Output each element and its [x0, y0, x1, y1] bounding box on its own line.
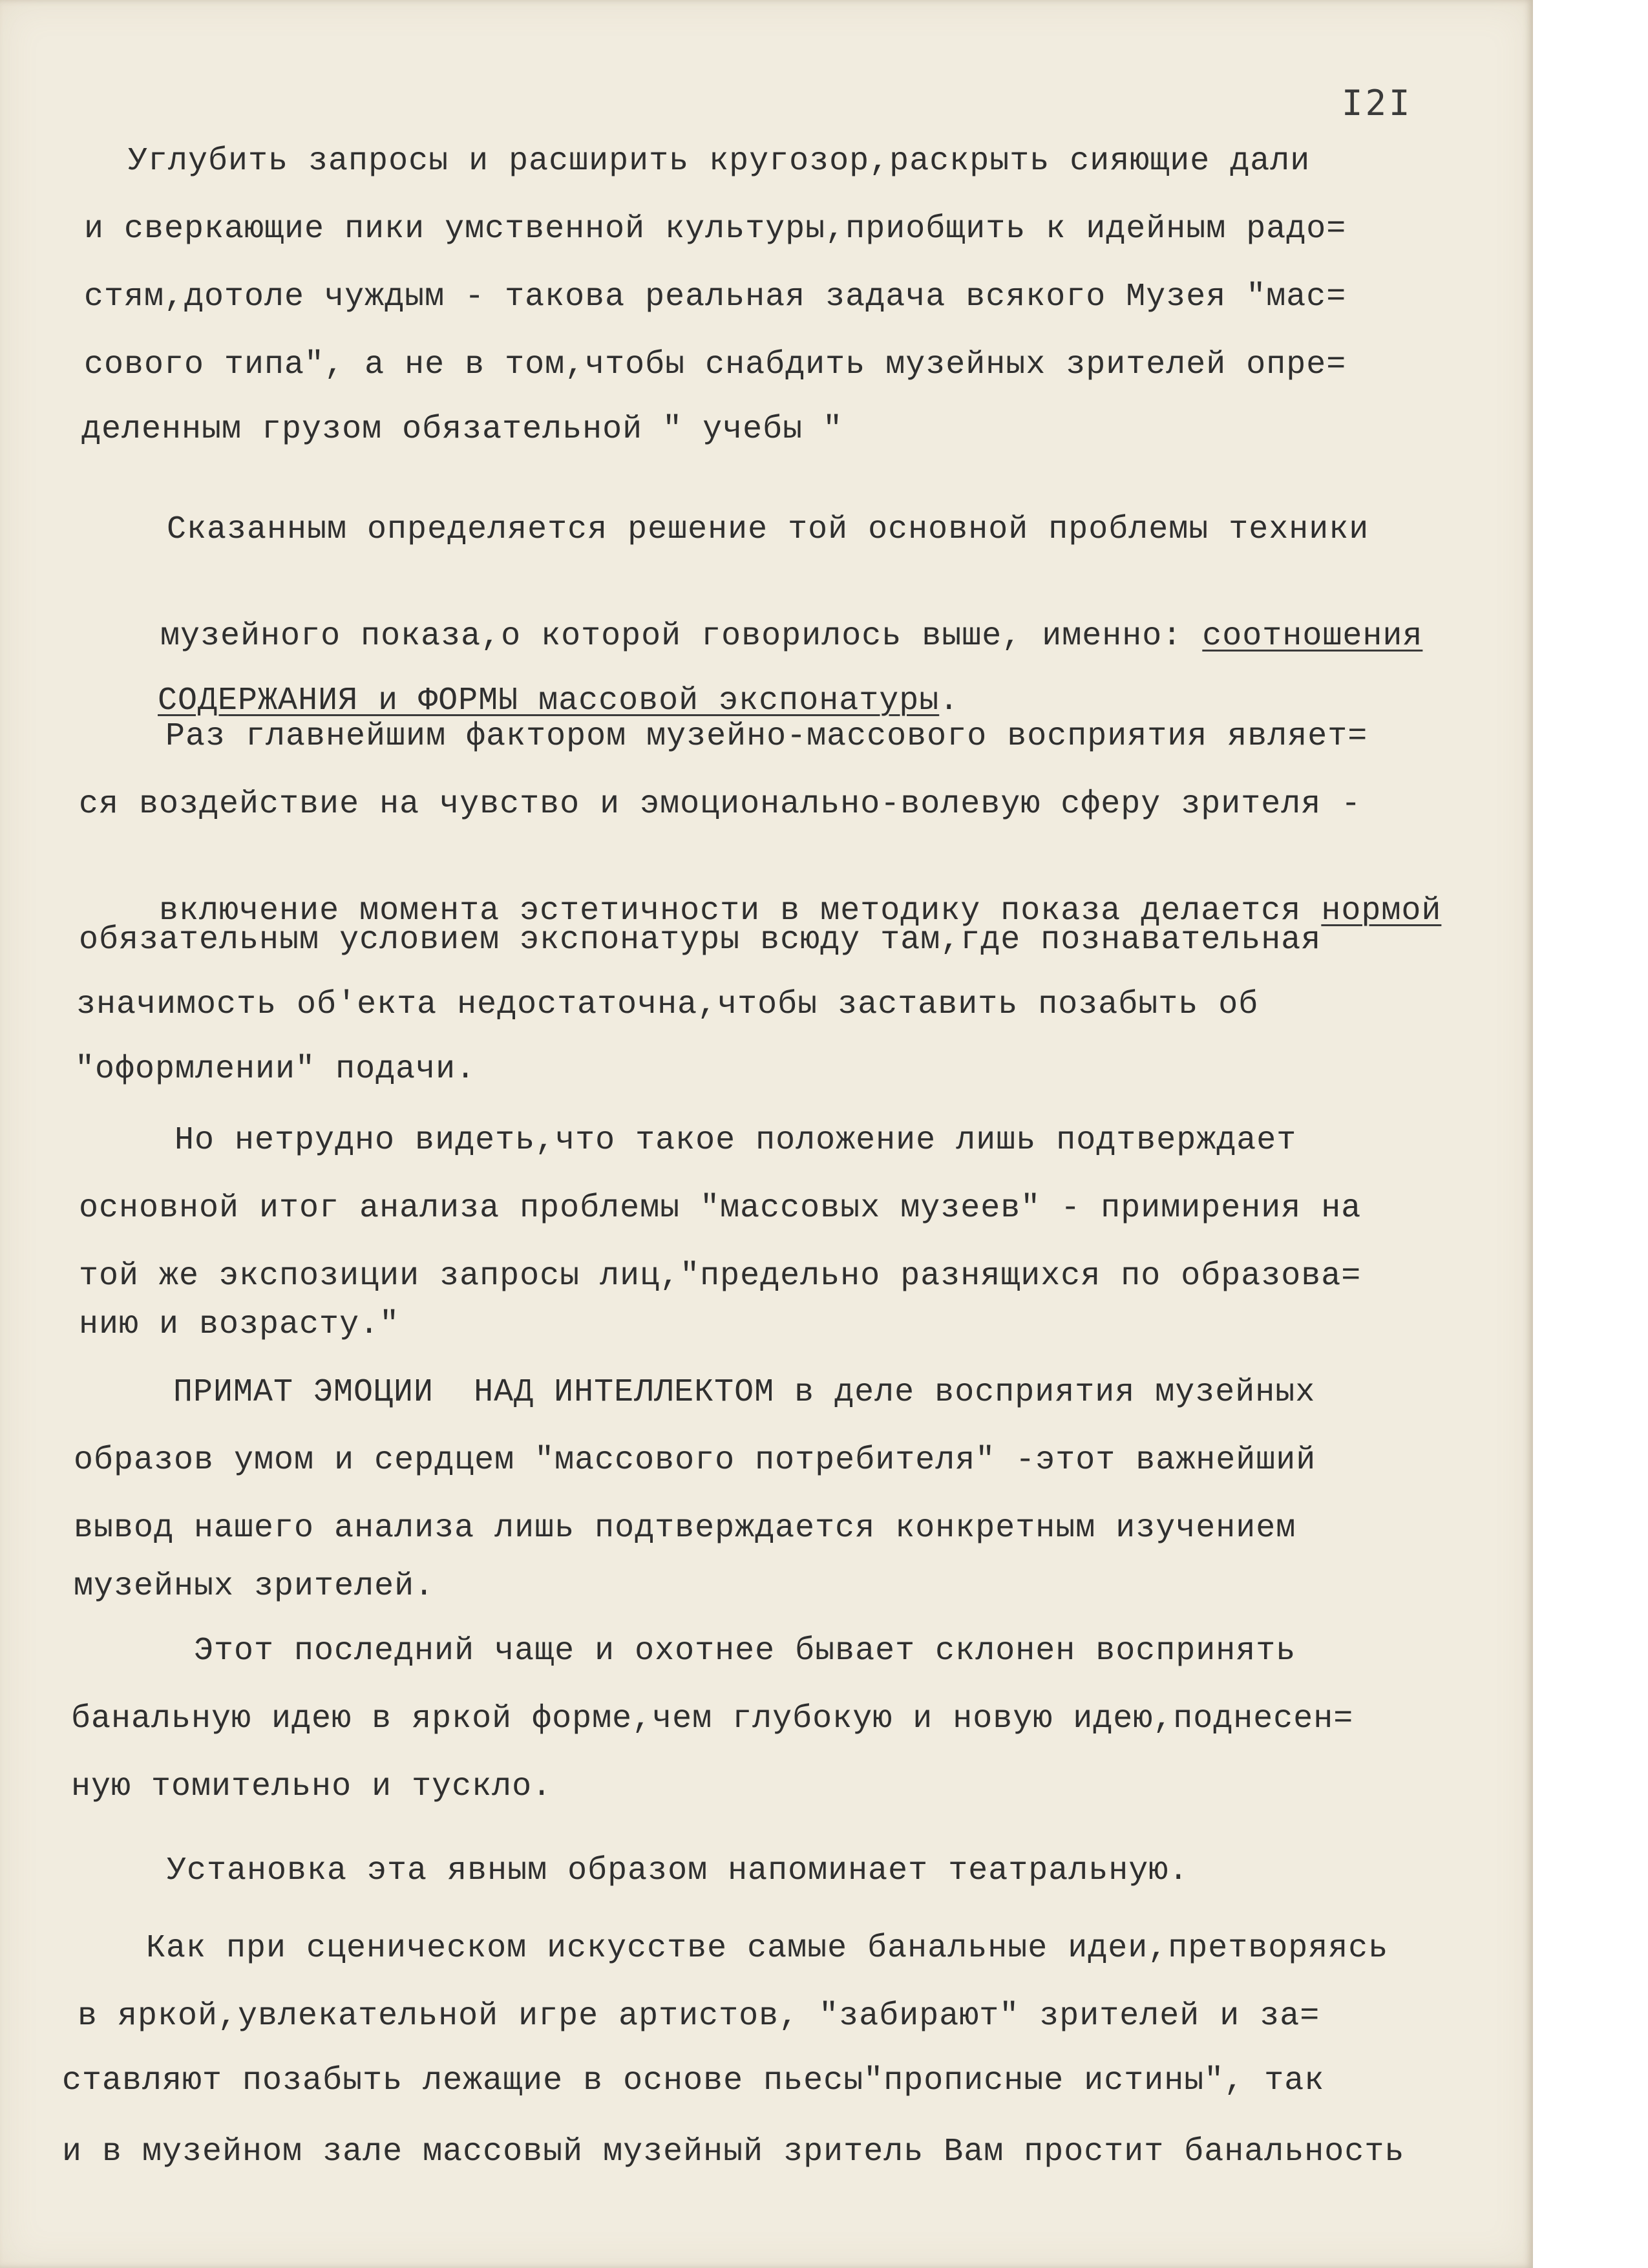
text-line-19: ПРИМАТ ЭМОЦИИ НАД ИНТЕЛЛЕКТОМ в деле восприятия музейных	[173, 1374, 1316, 1411]
text-line-6: Сказанным определяется решение той основной проблемы техники	[167, 511, 1369, 548]
text-line-12: обязательным условием экспонатуры всюду там,где познавательная	[79, 922, 1322, 959]
text-line-24: банальную идею в яркой форме,чем глубокую и новую идею,поднесен=	[71, 1701, 1354, 1737]
text-line-14: "оформлении" подачи.	[75, 1051, 476, 1088]
text-line-7-plain: музейного показа,о которой говорилось выше, именно:	[160, 618, 1203, 655]
text-line-23: Этот последний чаще и охотнее бывает склонен воспринять	[194, 1633, 1296, 1669]
text-line-18: нию и возрасту."	[79, 1306, 400, 1343]
text-line-2: и сверкающие пики умственной культуры,приобщить к идейным радо=	[84, 211, 1347, 248]
text-line-13: значимость об'екта недостаточна,чтобы заставить позабыть об	[76, 986, 1259, 1023]
text-line-1: Углубить запросы и расширить кругозор,раскрыть сияющие дали	[128, 143, 1311, 180]
text-line-11-plain: включение момента эстетичности в методику показа делается	[159, 893, 1322, 929]
text-line-21: вывод нашего анализа лишь подтверждается конкретным изучением	[74, 1510, 1296, 1547]
text-line-10: ся воздействие на чувство и эмоционально-волевую сферу зрителя -	[79, 786, 1362, 823]
text-line-3: стям,дотоле чуждым - такова реальная задача всякого Музея "мас=	[84, 279, 1347, 315]
text-line-25: ную томительно и тускло.	[71, 1768, 553, 1805]
text-line-22: музейных зрителей.	[74, 1568, 435, 1605]
text-line-30: и в музейном зале массовый музейный зритель Вам простит банальность	[62, 2134, 1405, 2170]
text-line-17: той же экспозиции запросы лиц,"предельно разнящихся по образова=	[79, 1258, 1362, 1295]
underlined-phrase-2: СОДЕРЖАНИЯ и ФОРМЫ массовой экспонатуры	[158, 683, 940, 719]
text-line-29: ставляют позабыть лежащие в основе пьесы"прописные истины", так	[62, 2062, 1325, 2099]
text-line-16: основной итог анализа проблемы "массовых музеев" - примирения на	[79, 1190, 1362, 1227]
text-line-9: Раз главнейшим фактором музейно-массового восприятия являет=	[165, 718, 1368, 755]
text-line-20: образов умом и сердцем "массового потребителя" -этот важнейший	[74, 1442, 1316, 1479]
text-line-27: Как при сценическом искусстве самые банальные идеи,претворяясь	[146, 1930, 1389, 1967]
text-line-4: сового типа", а не в том,чтобы снабдить музейных зрителей опре=	[84, 346, 1347, 383]
page-number: I2I	[1342, 83, 1413, 123]
text-line-26: Установка эта явным образом напоминает театральную.	[167, 1852, 1189, 1889]
text-line-15: Но нетрудно видеть,что такое положение лишь подтверждает	[174, 1122, 1297, 1159]
text-line-5: деленным грузом обязательной " учебы "	[81, 411, 843, 448]
text-line-28: в яркой,увлекательной игре артистов, "забирают" зрителей и за=	[78, 1998, 1320, 2035]
underlined-phrase-1: соотношения	[1202, 618, 1423, 655]
underlined-phrase-3: нормой	[1321, 893, 1442, 929]
text-line-8-period: .	[939, 683, 960, 719]
